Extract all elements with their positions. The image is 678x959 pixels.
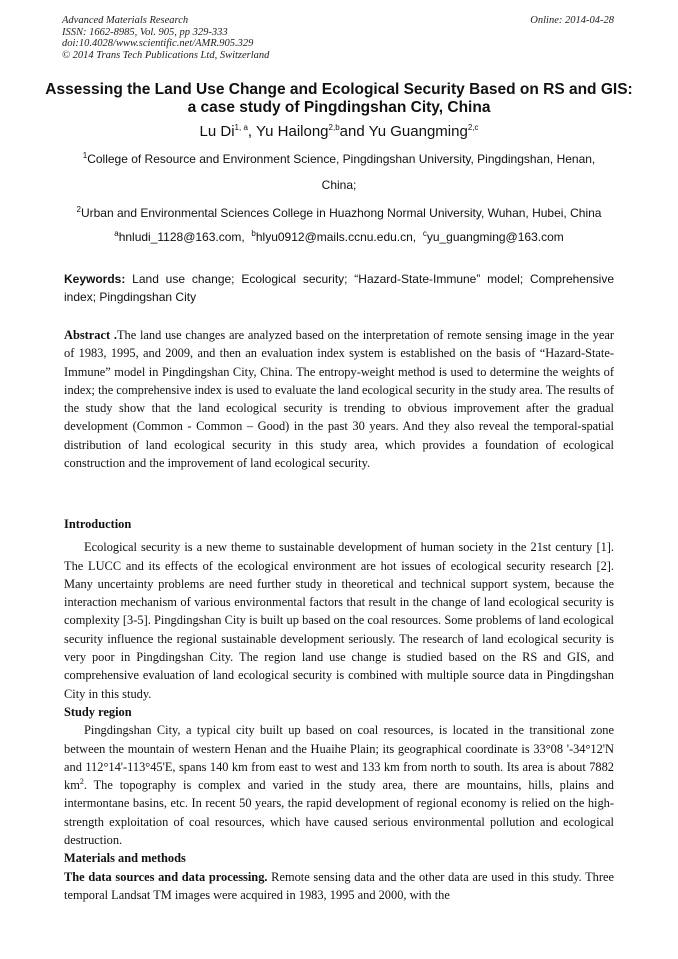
publication-header — [62, 15, 614, 61]
journal-name: Advanced Materials Research — [62, 15, 189, 26]
author-2: , Yu Hailong — [247, 123, 329, 140]
affiliation-2-sup: 2 — [76, 205, 81, 214]
keywords-text: Land use change; Ecological security; “Hazard-State-Immune” model; Comprehensive index; Pingdingshan City — [64, 272, 614, 304]
study-region-text-cont: . The topography is complex and varied in the study area, there are mountains, hills, plains and intermontane basins, etc. In recent 50 years, the rapid development of regional economy is relied on the high-strength exploitation of coal resources, which have caused serious environmental pollution and ecological destruction. — [64, 778, 614, 848]
keywords-block — [64, 270, 614, 306]
affiliation-1 — [50, 146, 628, 198]
affiliation-1-line1: College of Resource and Environment Science, Pingdingshan University, Pingdingshan, Henan, — [87, 152, 596, 166]
introduction-heading: Introduction — [64, 517, 132, 531]
email-a-sup: a — [114, 229, 119, 238]
author-3: and Yu Guangming — [339, 123, 468, 140]
materials-text: Remote sensing data and the other data are used in this study. Three temporal Landsat TM images were acquired in 1983, 1995 and 2000, with the — [64, 869, 614, 902]
email-c-sup: c — [422, 229, 427, 238]
paper-title: Assessing the Land Use Change and Ecological Security Based on RS and GIS: a case study of Pingdingshan City, China — [45, 81, 633, 116]
materials-heading: Materials and methods — [64, 851, 186, 866]
author-1: Lu Di — [199, 123, 235, 140]
materials-paragraph — [64, 868, 614, 905]
keywords-label: Keywords: — [64, 272, 126, 286]
author-list — [40, 122, 638, 142]
author-1-sup: 1, a — [234, 123, 248, 132]
study-region-text: Pingdingshan City, a typical city built up based on coal resources, is located in the transitional zone between the mountain of western Henan and the Huaihe Plain; its geographical coordinate is 33°08 '-34°12'N and 112°14'-113°45'E, spans 140 km from east to west and 133 km from north to south. Its area is about 7882 km — [64, 723, 614, 793]
study-region-heading: Study region — [64, 704, 132, 719]
copyright-line: © 2014 Trans Tech Publications Ltd, Switzerland — [62, 49, 270, 61]
email-c[interactable]: yu_guangming@163.com — [426, 230, 564, 244]
data-sources-label: The data sources and data processing. — [64, 869, 268, 884]
email-b-sup: b — [251, 229, 256, 238]
introduction-text: Ecological security is a new theme to sustainable development of human society in the 21st century [1]. The LUCC and its effects of the ecological environment are hot issues of ecological security research [2]. Many uncertainty problems are need further study in theoretical and technical support system, because the interaction mechanism of various environmental factors that result in the change of land ecological security is complexity [3-5]. Pingdingshan City is built up based on the coal resources. Some problems of land ecological security influence the regional sustainable development seriously. The research of land ecological security is very poor in Pingdingshan City. The region land use change is studied based on the RS and GIS, and comprehensive evaluation of land ecological security is combined with multiple source data in Pingdingshan City in this study. — [64, 540, 614, 701]
email-a[interactable]: hnludi_1128@163.com, — [118, 230, 245, 244]
online-date: Online: 2014-04-28 — [530, 15, 614, 26]
abstract-text: The land use changes are analyzed based on the interpretation of remote sensing image in the year of 1983, 1995, and 2009, and then an evaluation index system is established on the basis of “Hazard-State-Immune” model in Pingdingshan City, China. The entropy-weight method is used to determine the weights of index; the comprehensive index is used to evaluate the land ecological security in the study area. The results of the study show that the land ecological security is trending to obvious improvement after the gradual development (Common - Common – Good) in the past 30 years. And they also reveal the temporal-spatial distribution of land ecological security in this study area, which provides a foundation of ecological construction and the improvement of land ecological security. — [64, 328, 614, 471]
affiliation-2-text: Urban and Environmental Sciences College in Huazhong Normal University, Wuhan, Hubei, China — [80, 206, 602, 220]
introduction-section — [64, 515, 614, 904]
area-unit-sup: 2 — [79, 777, 84, 787]
affiliation-1-sup: 1 — [82, 151, 88, 160]
issn-line: ISSN: 1662-8985, Vol. 905, pp 329-333 — [62, 26, 228, 38]
author-3-sup: 2,c — [467, 123, 479, 132]
abstract-block — [64, 326, 614, 472]
email-list — [40, 229, 638, 245]
doi-line: doi:10.4028/www.scientific.net/AMR.905.329 — [62, 38, 254, 49]
affiliation-2 — [50, 200, 628, 226]
affiliation-1-line2: China; — [321, 178, 357, 192]
author-2-sup: 2,b — [328, 123, 340, 132]
email-b[interactable]: hlyu0912@mails.ccnu.edu.cn, — [255, 230, 417, 244]
study-region-paragraph — [64, 721, 614, 849]
abstract-label: Abstract . — [64, 328, 117, 342]
